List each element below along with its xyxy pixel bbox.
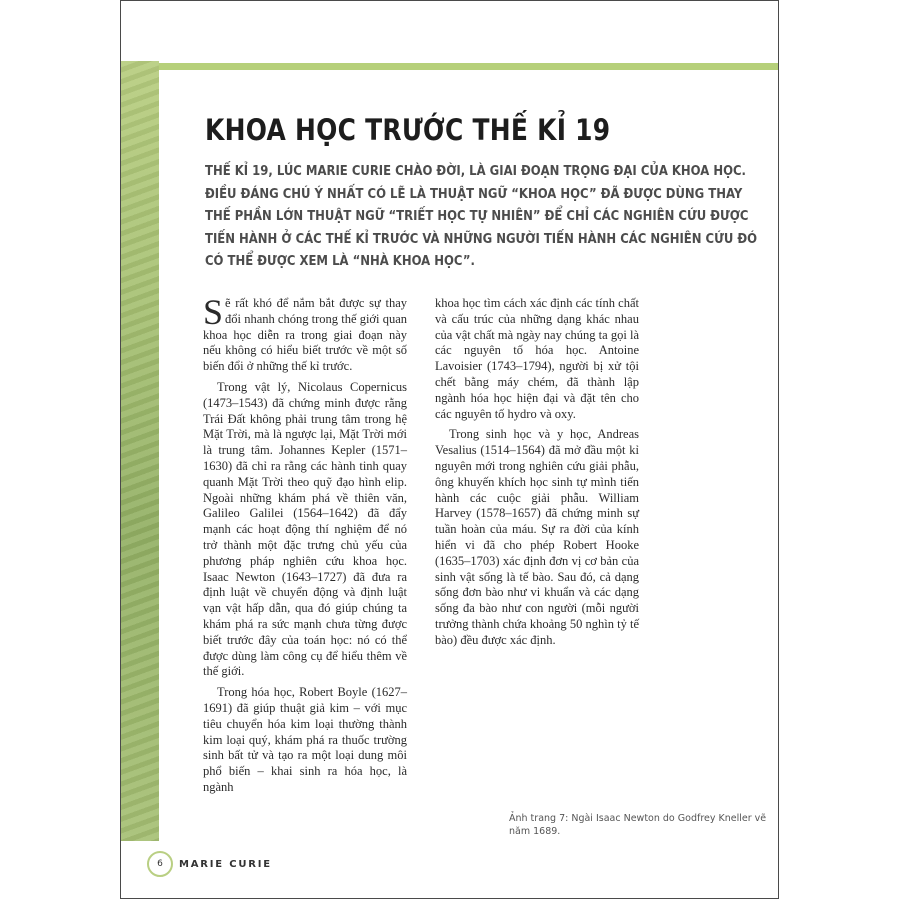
book-page: [120, 0, 779, 899]
paragraph-intro: [203, 292, 407, 375]
page-footer: [147, 851, 272, 877]
paragraph-biology: Trong sinh học và y học, Andreas Vesalius (1514–1564) đã mở đầu một kỉ nguyên mới trong nghiên cứu giải phẫu, ông khuyến khích học sinh tự mình tiến hành các cuộc giải phẫu. William Harvey (1578–1657) đã chứng minh sự tuần hoàn của máu. Sự ra đời của kính hiển vi đã cho phép Robert Hooke (1635–1703) xác định đơn vị cơ bản của sinh vật sống là tế bào. Sau đó, cả dạng sống đơn bào như vi khuẩn và các dạng sống đa bào như con người (mỗi người trưởng thành chứa khoảng 50 nghìn tỷ tế bào) đều được xác định.: [435, 427, 639, 647]
chapter-title: KHOA HỌC TRƯỚC THẾ KỈ 19: [205, 113, 611, 147]
page-number: 6: [147, 851, 173, 877]
image-caption: Ảnh trang 7: Ngài Isaac Newton do Godfrey Kneller vẽ năm 1689.: [509, 813, 767, 837]
running-title: MARIE CURIE: [179, 858, 272, 870]
paragraph-physics: Trong vật lý, Nicolaus Copernicus (1473–1543) đã chứng minh được rằng Trái Đất không phải trung tâm trong hệ Mặt Trời, mà là ngược lại, Mặt Trời mới là trung tâm. Johannes Kepler (1571–1630) đã chỉ ra rằng các hành tinh quay quanh Mặt Trời theo quỹ đạo hình elip. Ngoài những khám phá về thiên văn, Galileo Galilei (1564–1642) đã đẩy mạnh các hoạt động thí nghiệm để nó trở thành một đặc trưng chủ yếu của phương pháp nghiên cứu khoa học. Isaac Newton (1643–1727) đã đưa ra định luật về chuyển động và định luật vạn vật hấp dẫn, qua đó giúp chúng ta khám phá ra sức mạnh chưa từng được biết trước đây của toán học: nó có thể được dùng làm công cụ để hiểu thêm về thế giới.: [203, 379, 407, 679]
text-column-right: [435, 296, 639, 654]
chapter-lead: THẾ KỈ 19, LÚC MARIE CURIE CHÀO ĐỜI, LÀ GIAI ĐOẠN TRỌNG ĐẠI CỦA KHOA HỌC. ĐIỀU ĐÁNG CHÚ Ý NHẤT CÓ LẼ LÀ THUẬT NGỮ “KHOA HỌC” ĐÃ ĐƯỢC DÙNG THAY THẾ PHẦN LỚN THUẬT NGỮ “TRIẾT HỌC TỰ NHIÊN” ĐỂ CHỈ CÁC NGHIÊN CỨU ĐƯỢC TIẾN HÀNH Ở CÁC THẾ KỈ TRƯỚC VÀ NHỮNG NGƯỜI TIẾN HÀNH CÁC NGHIÊN CỨU ĐÓ CÓ THỂ ĐƯỢC XEM LÀ “NHÀ KHOA HỌC”.: [205, 164, 758, 270]
paragraph-chemistry-cont: khoa học tìm cách xác định các tính chất và cấu trúc của những dạng khác nhau của vật chất mà ngày nay chúng ta gọi là các nguyên tố hóa học. Antoine Lavoisier (1743–1794), người bị xử tội chết bằng máy chém, đã thành lập ngành hóa học hiện đại và đặt tên cho các nguyên tố hydro và oxy.: [435, 296, 639, 421]
decorative-side-strip: [121, 61, 159, 841]
paragraph-intro-text: ẽ rất khó để nắm bắt được sự thay đổi nhanh chóng trong thế giới quan khoa học diễn ra trong giai đoạn này nếu không có hiểu biết trước về một số biến đổi ở những thế kỉ trước.: [203, 296, 407, 374]
drop-cap: S: [203, 292, 224, 332]
top-accent-rule: [159, 63, 778, 70]
text-column-left: [203, 292, 407, 801]
paragraph-chemistry: Trong hóa học, Robert Boyle (1627–1691) đã giúp thuật giả kim – với mục tiêu chuyển hóa kim loại thường thành kim loại quý, khám phá ra thuốc trường sinh bất tử và tạo ra một loại dung môi phổ biến – khai sinh ra hóa học, là ngành: [203, 685, 407, 794]
